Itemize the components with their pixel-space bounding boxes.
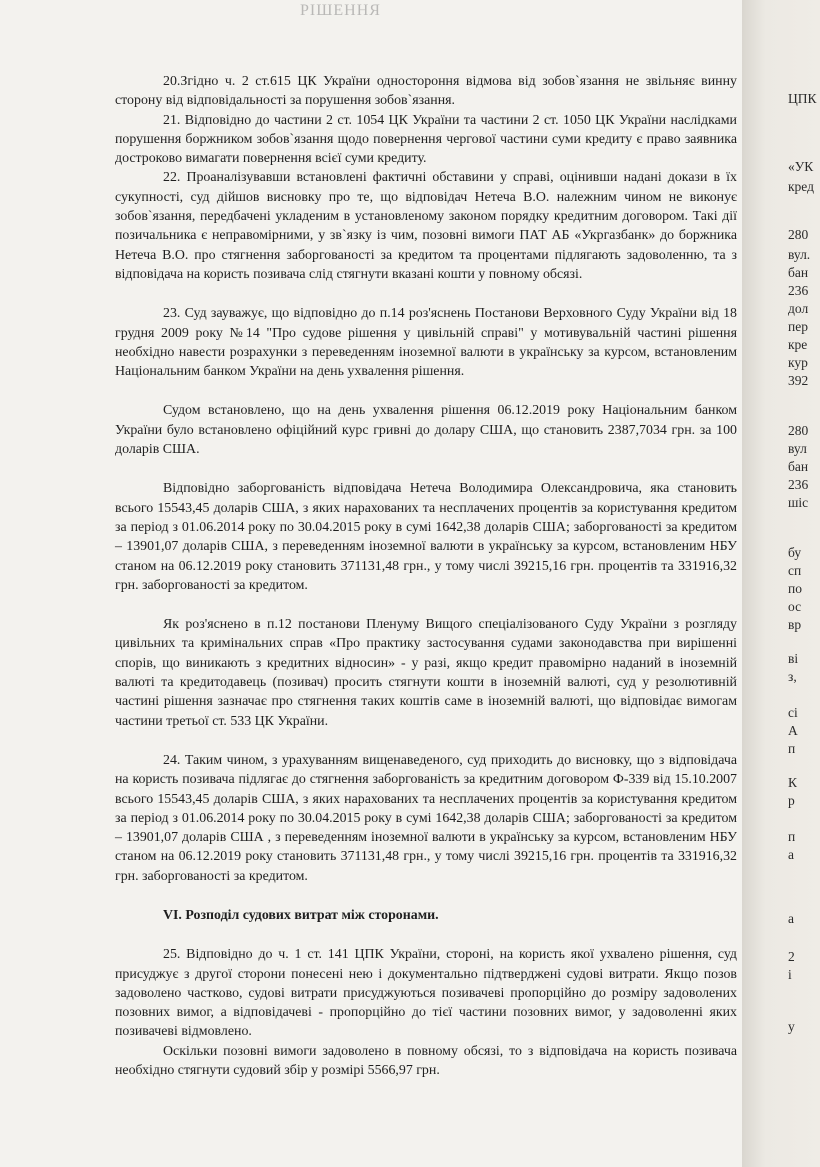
right-fragment: К: [788, 775, 798, 790]
right-fragment: у: [788, 1019, 795, 1034]
right-fragment: по: [788, 581, 802, 596]
paragraph-23: 23. Суд зауважує, що відповідно до п.14 роз'яснень Постанови Верховного Суду України від 18 грудня 2009 року №14 "Про судове рішення у цивільній справі" у мотивувальній частині рішення необхідно навести розрахунки з переведенням іноземної валюти в українську за курсом, встановленим Національним банком України на день ухвалення рішення.: [115, 306, 737, 380]
right-fragment: кур: [788, 355, 808, 370]
right-fragment: 2: [788, 949, 795, 964]
paragraph-exchange-rate: Судом встановлено, що на день ухвалення рішення 06.12.2019 року Національним банком України було встановлено офіційний курс гривні до долару США, що становить 2387,7034 грн. за 100 доларів США.: [115, 403, 737, 458]
right-fragment: а: [788, 847, 794, 862]
paragraph-21: 21. Відповідно до частини 2 ст. 1054 ЦК України та частини 2 ст. 1050 ЦК України наслідками порушення боржником зобов`язання щодо повернення чергової частини суми кредиту є право заявника достроково вимагати повернення всієї суми кредиту.: [115, 112, 737, 167]
right-fragment: бан: [788, 459, 809, 474]
paragraph-20: 20.Згідно ч. 2 ст.615 ЦК України одностороння відмова від зобов`язання не звільняє винну сторону від відповідальності за порушення зобов`язання.: [115, 74, 737, 109]
section-heading-costs: VI. Розподіл судових витрат між сторонами.: [163, 907, 439, 923]
right-fragment: 236: [788, 283, 809, 298]
right-fragment: дол: [788, 301, 809, 316]
right-fragment: ЦПК: [788, 91, 817, 106]
right-fragment: ос: [788, 599, 802, 614]
right-fragment: 280: [788, 227, 809, 242]
right-fragment: вр: [788, 617, 802, 632]
right-fragment: р: [788, 793, 795, 808]
right-fragment: кред: [788, 179, 814, 194]
right-fragment: п: [788, 829, 796, 844]
right-fragment: ві: [788, 651, 799, 666]
right-fragment: 392: [788, 373, 809, 388]
right-fragment: вул: [788, 441, 807, 456]
right-fragment: сі: [788, 705, 798, 720]
faded-header-text: РІШЕННЯ: [300, 2, 381, 19]
paragraph-debt-calculation: Відповідно заборгованість відповідача Нетеча Володимира Олександровича, яка становить всього 15543,45 доларів США, з яких нарахованих та несплачених процентів за користування кредитом за період з 01.06.2014 року по 30.04.2015 року в сумі 1642,38 доларів США; заборгованості за кредитом – 13901,07 доларів США, з переведенням іноземної валюти в українську за курсом, встановленим НБУ станом на 06.12.2019 року становить 371131,48 грн., у тому числі 39215,16 грн. процентів та 331916,32 грн. заборгованості за кредитом.: [115, 481, 737, 593]
paragraph-plenum-clarification: Як роз'яснено в п.12 постанови Пленуму Вищого спеціалізованого Суду України з розгляду цивільних та кримінальних справ «Про практику застосування судами законодавства при вирішенні спорів, що виникають з кредитних відносин» - у разі, якщо кредит правомірно наданий в іноземній валюті та кредитодавець (позивач) просить стягнути кошти в іноземній валюті, суд у резолютивній частині рішення зазначає про стягнення таких коштів саме в іноземній валюті, що відповідає вимогам частини третьої ст. 533 ЦК України.: [115, 617, 737, 729]
right-fragment: шіс: [788, 495, 809, 510]
right-fragment: 280: [788, 423, 809, 438]
right-fragment: п: [788, 741, 796, 756]
right-fragment: пер: [788, 319, 808, 334]
right-fragment: «УК: [788, 159, 814, 174]
right-fragment: вул.: [788, 247, 811, 262]
adjacent-page-edge: [742, 0, 820, 1167]
right-fragment: сп: [788, 563, 802, 578]
paragraph-court-fee: Оскільки позовні вимоги задоволено в повному обсязі, то з відповідача на користь позивача необхідно стягнути судовий збір у розмірі 5566,97 грн.: [115, 1043, 737, 1079]
right-fragment: з,: [788, 669, 797, 684]
right-fragment: бан: [788, 265, 809, 280]
paragraph-25: 25. Відповідно до ч. 1 ст. 141 ЦПК України, стороні, на користь якої ухвалено рішення, суд присуджує з другої сторони понесені нею і документально підтверджені судові витрати. Якщо позов задоволено частково, судові витрати присуджуються позивачеві пропорційно до розміру задоволених позовних вимог, а відповідачеві - пропорційно до тієї частини позовних вимог, у задоволенні яких позивачеві відмовлено.: [115, 947, 737, 1040]
right-fragment: кре: [788, 337, 808, 352]
right-fragment: і: [788, 967, 792, 982]
right-fragment: А: [788, 723, 798, 738]
paragraph-22: 22. Проаналізувавши встановлені фактичні обставини у справі, оцінивши надані докази в їх сукупності, суд дійшов висновку про те, що відповідач Нетеча В.О. належним чином не виконує зобов`язання, передбачені укладеним в установленому законом порядку кредитним договором. Такі дії позичальника є неправомірними, у зв`язку із чим, позовні вимоги ПАТ АБ «Укргазбанк» до боржника Нетеча В.О. про стягнення заборгованості за кредитом та процентами підлягають задоволенню, та з відповідача на користь позивача слід стягнути вказані кошти у повному обсязі.: [115, 170, 737, 282]
document-body: [115, 72, 737, 1080]
paragraph-24: 24. Таким чином, з урахуванням вищенаведеного, суд приходить до висновку, що з відповідача на користь позивача підлягає до стягнення заборгованість за кредитним договором Ф-339 від 15.10.2007 всього 15543,45 доларів США, з яких нарахованих та несплачених процентів за користування кредитом за період з 01.06.2014 року по 30.04.2015 року в сумі 1642,38 доларів США; заборгованості за кредитом – 13901,07 доларів США , з переведенням іноземної валюти в українську за курсом, встановленим НБУ станом на 06.12.2019 року становить 371131,48 грн., у тому числі 39215,16 грн. процентів та 331916,32 грн. заборгованості за кредитом.: [115, 752, 737, 884]
right-fragment: бу: [788, 545, 802, 560]
right-fragment: а: [788, 911, 794, 926]
right-fragment: 236: [788, 477, 809, 492]
